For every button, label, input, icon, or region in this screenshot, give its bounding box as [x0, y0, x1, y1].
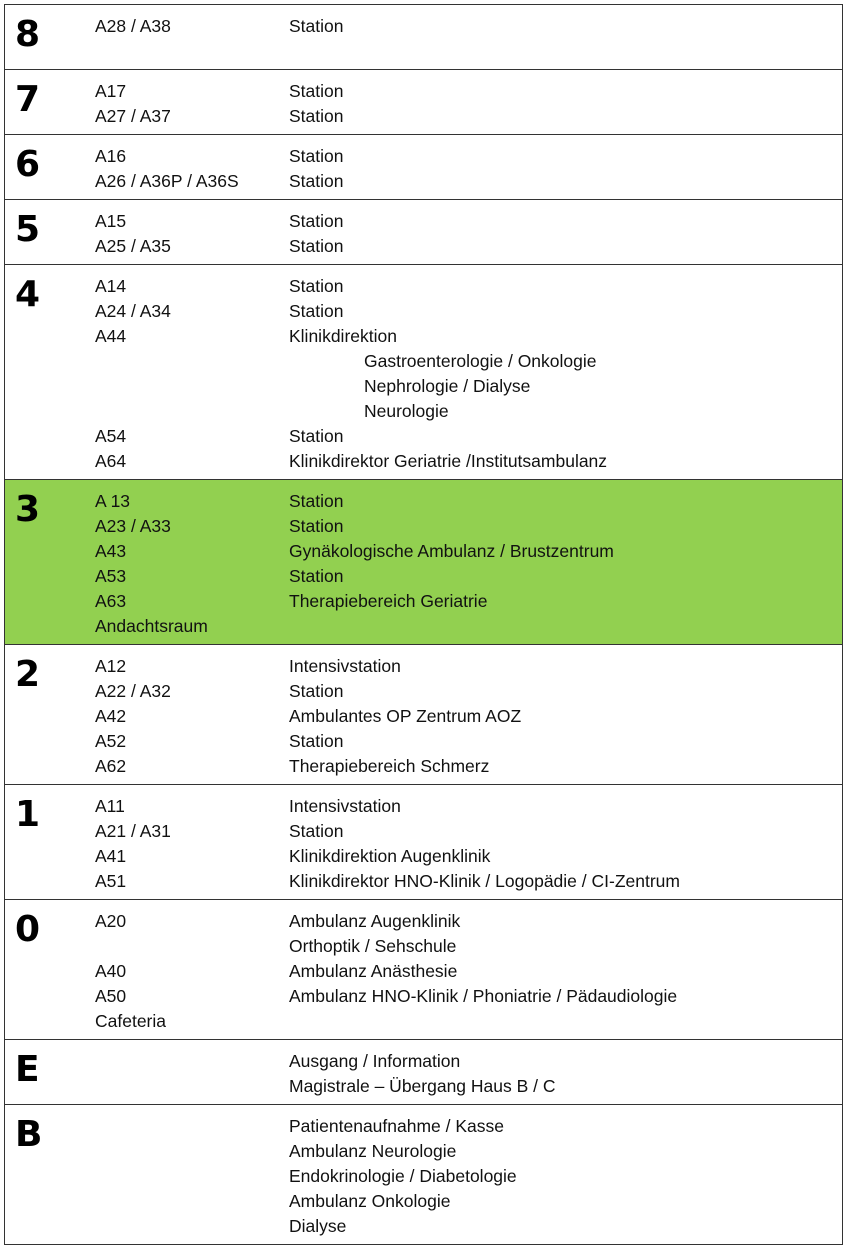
floor-row-B: [5, 1105, 842, 1245]
department-name: Station: [289, 301, 344, 321]
floor-directory-table: [4, 4, 843, 1245]
floor-row-0: [5, 900, 842, 1040]
directory-entry: [5, 564, 842, 589]
directory-entry: [5, 234, 842, 259]
department-name: Station: [289, 16, 344, 36]
department-name: Ambulanz Neurologie: [289, 1141, 457, 1161]
area-code: A 13: [95, 491, 131, 511]
department-name: Ambulanz Augenklinik: [289, 911, 461, 931]
department-name: Intensivstation: [289, 796, 401, 816]
department-name: Patientenaufnahme / Kasse: [289, 1116, 505, 1136]
area-code: A24 / A34: [95, 301, 171, 321]
directory-entry: [5, 514, 842, 539]
area-code: A25 / A35: [95, 236, 171, 256]
directory-entry: [5, 399, 842, 424]
directory-entry: [5, 654, 842, 679]
directory-entry: [5, 589, 842, 614]
floor-number: E: [15, 1049, 40, 1090]
directory-entry: [5, 169, 842, 194]
department-name: Ambulanz Onkologie: [289, 1191, 451, 1211]
area-code: A20: [95, 911, 127, 931]
directory-entry: [5, 299, 842, 324]
floor-row-E: [5, 1040, 842, 1105]
directory-entry: [5, 374, 842, 399]
area-code: A50: [95, 986, 127, 1006]
directory-entry: [5, 274, 842, 299]
directory-entry: [5, 794, 842, 819]
department-name: Klinikdirektion: [289, 326, 397, 346]
department-name: Klinikdirektor Geriatrie /Institutsambulanz: [289, 451, 608, 471]
department-name: Station: [289, 821, 344, 841]
area-code: A21 / A31: [95, 821, 171, 841]
department-name: Station: [289, 491, 344, 511]
area-code: A17: [95, 81, 127, 101]
directory-entry: [5, 424, 842, 449]
area-code: Andachtsraum: [95, 616, 208, 636]
department-name: Ambulanz Anästhesie: [289, 961, 458, 981]
area-code: A52: [95, 731, 127, 751]
floor-row-3: [5, 480, 842, 645]
department-name: Station: [289, 106, 344, 126]
area-code: A54: [95, 426, 127, 446]
directory-entry: [5, 489, 842, 514]
department-name: Station: [289, 211, 344, 231]
directory-entry: [5, 909, 842, 934]
department-name: Station: [289, 236, 344, 256]
floor-row-8: [5, 5, 842, 70]
floor-number: 1: [15, 794, 41, 835]
department-name: Magistrale – Übergang Haus B / C: [289, 1076, 556, 1096]
department-name: Station: [289, 276, 344, 296]
directory-entry: [5, 1214, 842, 1239]
department-name: Station: [289, 426, 344, 446]
area-code: A26 / A36P / A36S: [95, 171, 239, 191]
area-code: A12: [95, 656, 127, 676]
floor-number: B: [15, 1114, 43, 1155]
directory-entry: [5, 1139, 842, 1164]
department-name: Ambulantes OP Zentrum AOZ: [289, 706, 522, 726]
area-code: A63: [95, 591, 127, 611]
area-code: A16: [95, 146, 127, 166]
department-name: Station: [289, 81, 344, 101]
directory-entry: [5, 934, 842, 959]
department-name: Therapiebereich Geriatrie: [289, 591, 488, 611]
area-code: A28 / A38: [95, 16, 171, 36]
directory-entry: [5, 449, 842, 474]
department-name: Gynäkologische Ambulanz / Brustzentrum: [289, 541, 614, 561]
directory-entry: [5, 104, 842, 129]
department-name: Gastroenterologie / Onkologie: [364, 351, 597, 371]
directory-entry: [5, 614, 842, 639]
floor-number: 7: [15, 79, 41, 120]
directory-entry: [5, 349, 842, 374]
directory-entry: [5, 1074, 842, 1099]
department-name: Neurologie: [364, 401, 449, 421]
floor-number: 2: [15, 654, 41, 695]
area-code: A11: [95, 796, 125, 816]
directory-entry: [5, 1189, 842, 1214]
directory-entry: [5, 79, 842, 104]
directory-entry: [5, 754, 842, 779]
floor-number: 0: [15, 909, 41, 950]
area-code: A44: [95, 326, 127, 346]
floor-number: 4: [15, 274, 41, 315]
directory-entry: [5, 869, 842, 894]
directory-entry: [5, 1049, 842, 1074]
area-code: A22 / A32: [95, 681, 171, 701]
area-code: A62: [95, 756, 127, 776]
department-name: Endokrinologie / Diabetologie: [289, 1166, 517, 1186]
floor-row-1: [5, 785, 842, 900]
floor-number: 6: [15, 144, 41, 185]
directory-entry: [5, 1164, 842, 1189]
directory-entry: [5, 679, 842, 704]
directory-entry: [5, 539, 842, 564]
directory-entry: [5, 984, 842, 1009]
department-name: Station: [289, 566, 344, 586]
area-code: Cafeteria: [95, 1011, 167, 1031]
area-code: A64: [95, 451, 127, 471]
directory-entry: [5, 1114, 842, 1139]
department-name: Station: [289, 681, 344, 701]
department-name: Station: [289, 516, 344, 536]
directory-entry: [5, 14, 842, 39]
directory-entry: [5, 324, 842, 349]
floor-number: 8: [15, 14, 41, 55]
area-code: A53: [95, 566, 127, 586]
department-name: Klinikdirektion Augenklinik: [289, 846, 491, 866]
area-code: A51: [95, 871, 127, 891]
floor-row-2: [5, 645, 842, 785]
department-name: Station: [289, 731, 344, 751]
department-name: Station: [289, 146, 344, 166]
department-name: Dialyse: [289, 1216, 347, 1236]
department-name: Station: [289, 171, 344, 191]
directory-entry: [5, 1009, 842, 1034]
directory-entry: [5, 704, 842, 729]
department-name: Intensivstation: [289, 656, 401, 676]
floor-row-4: [5, 265, 842, 480]
department-name: Klinikdirektor HNO-Klinik / Logopädie / CI-Zentrum: [289, 871, 680, 891]
directory-entry: [5, 844, 842, 869]
department-name: Ausgang / Information: [289, 1051, 461, 1071]
department-name: Ambulanz HNO-Klinik / Phoniatrie / Pädaudiologie: [289, 986, 678, 1006]
department-name: Orthoptik / Sehschule: [289, 936, 457, 956]
floor-row-7: [5, 70, 842, 135]
department-name: Nephrologie / Dialyse: [364, 376, 531, 396]
area-code: A23 / A33: [95, 516, 171, 536]
directory-entry: [5, 959, 842, 984]
directory-entry: [5, 819, 842, 844]
area-code: A27 / A37: [95, 106, 171, 126]
floor-number: 5: [15, 209, 41, 250]
floor-row-5: [5, 200, 842, 265]
floor-row-6: [5, 135, 842, 200]
area-code: A41: [95, 846, 127, 866]
directory-entry: [5, 209, 842, 234]
area-code: A42: [95, 706, 127, 726]
area-code: A14: [95, 276, 127, 296]
directory-entry: [5, 729, 842, 754]
directory-entry: [5, 144, 842, 169]
area-code: A40: [95, 961, 127, 981]
area-code: A43: [95, 541, 127, 561]
department-name: Therapiebereich Schmerz: [289, 756, 490, 776]
floor-number: 3: [15, 489, 41, 530]
area-code: A15: [95, 211, 127, 231]
